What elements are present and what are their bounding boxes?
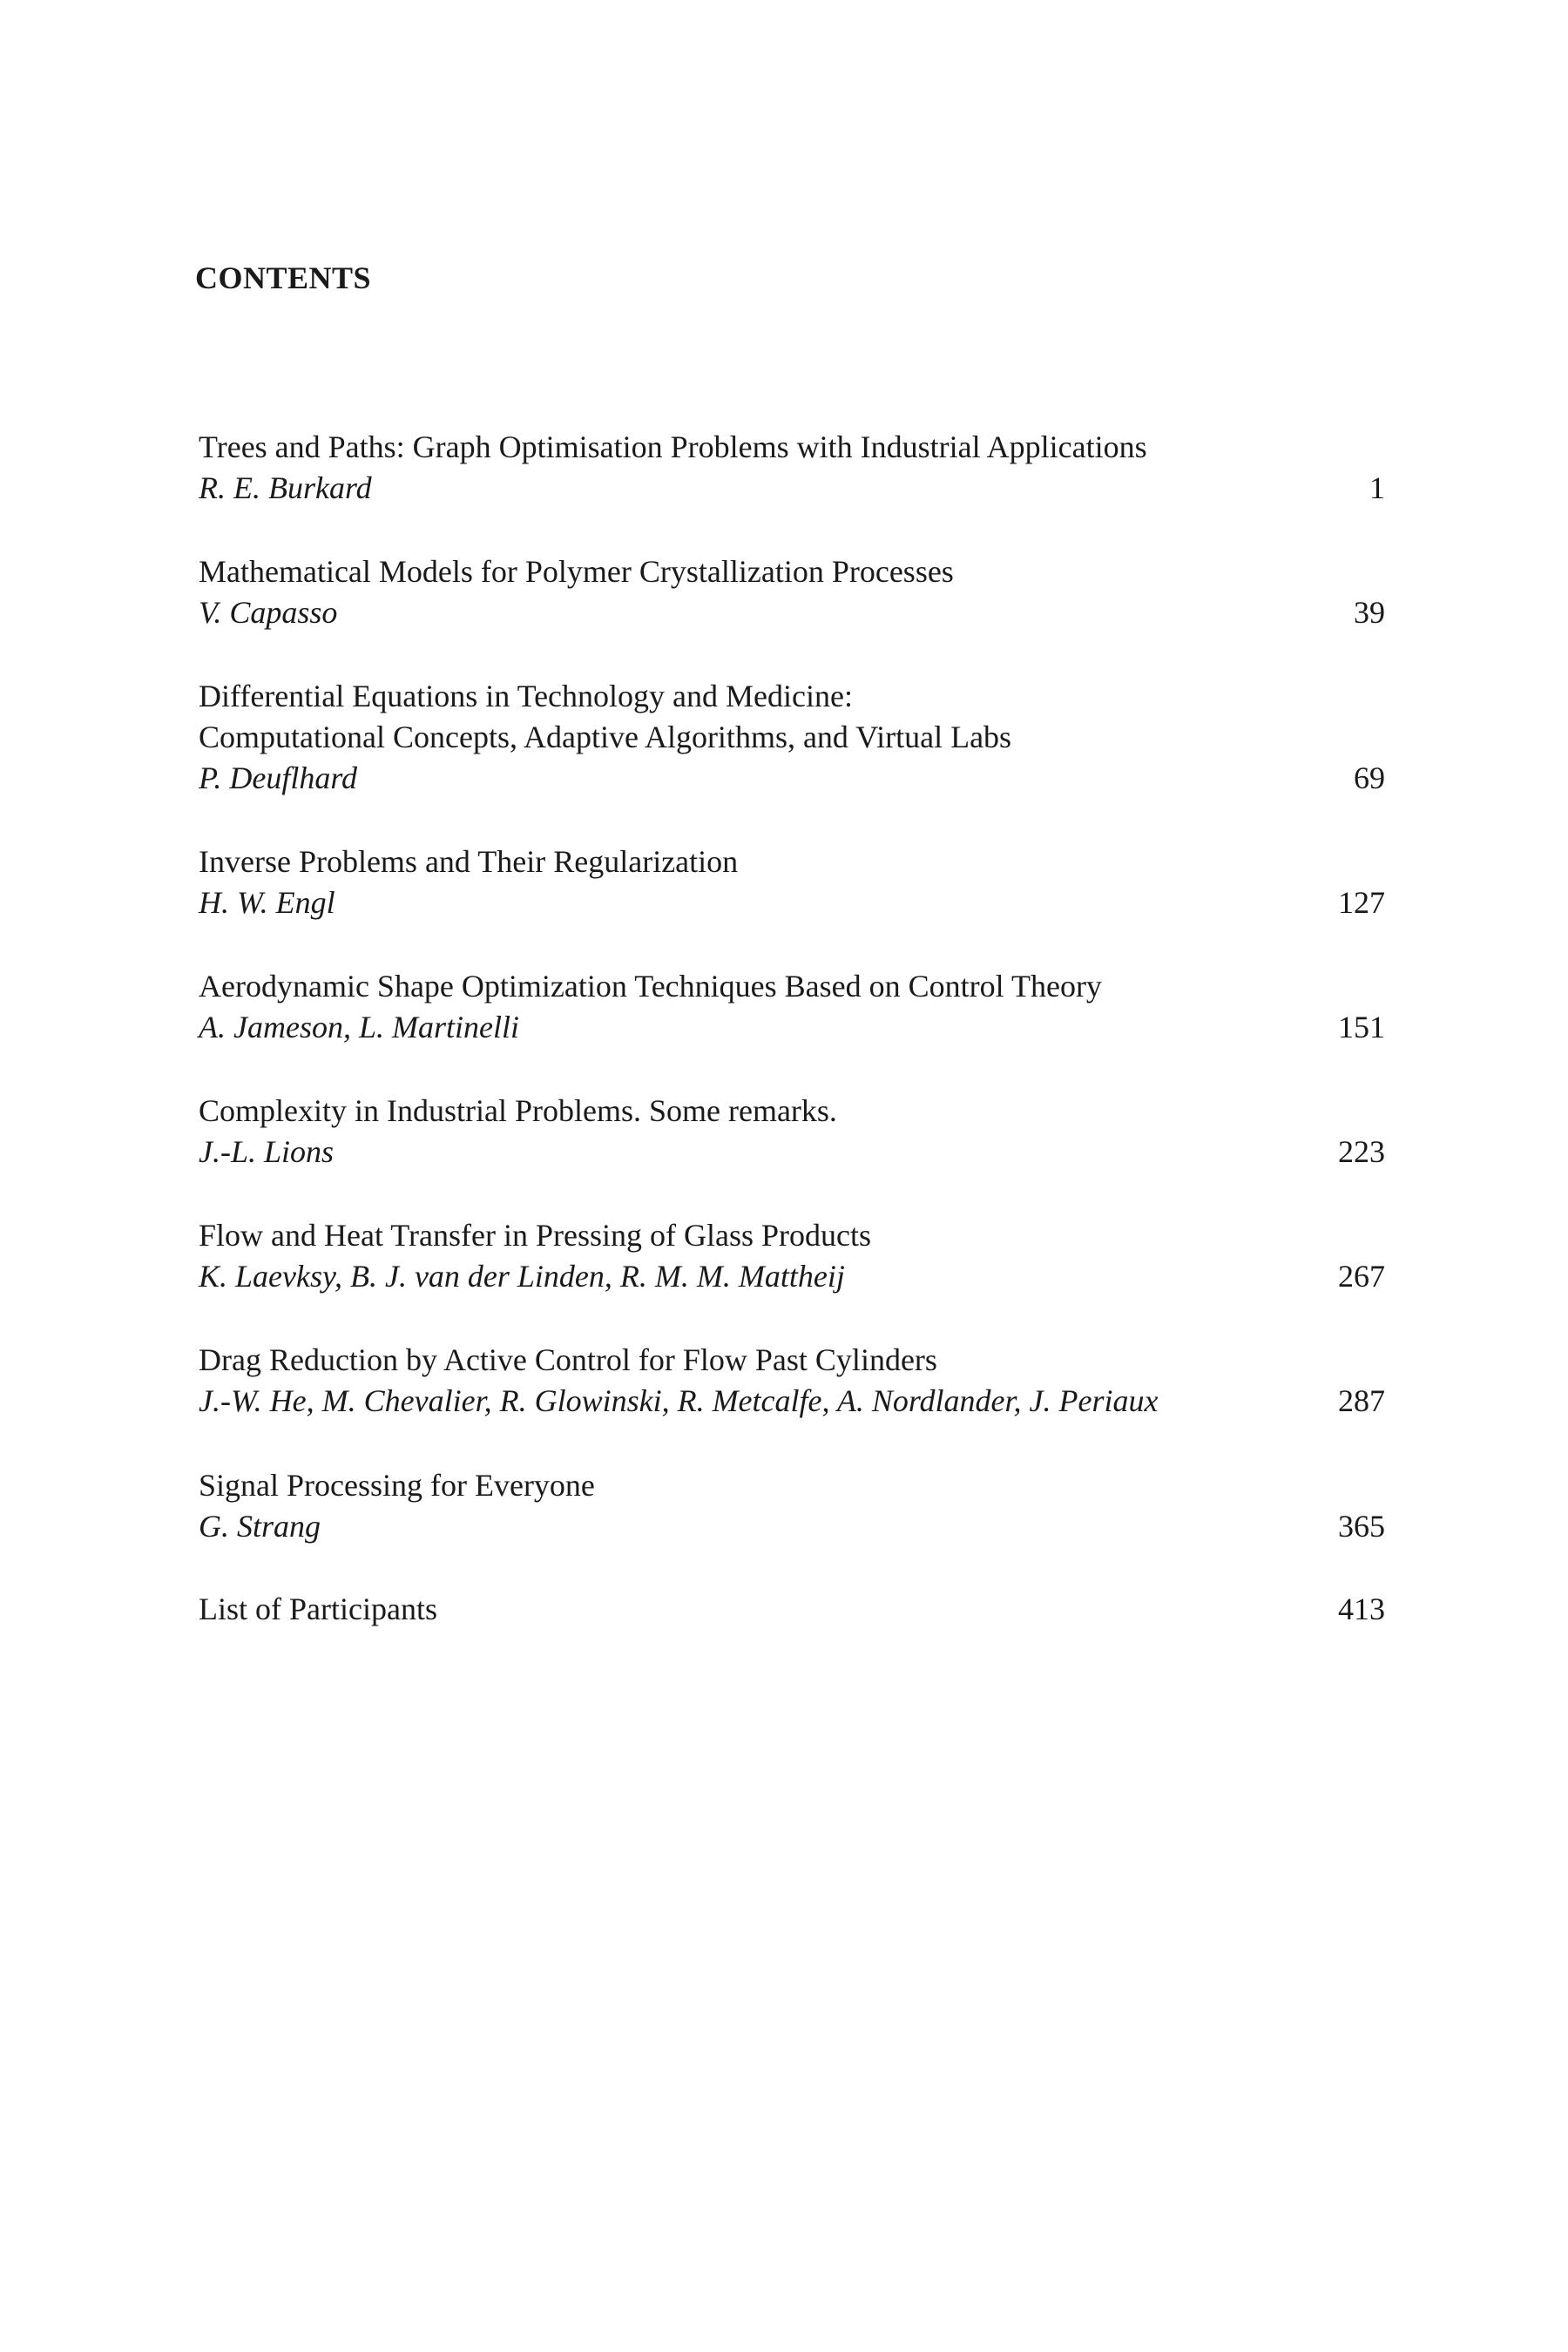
entry-authors: V. Capasso	[199, 595, 338, 630]
toc-entry[interactable]	[199, 1340, 1385, 1422]
toc-entry[interactable]	[199, 676, 1385, 799]
toc-entry[interactable]	[199, 1465, 1385, 1547]
entry-page-number: 223	[1338, 1134, 1385, 1169]
entry-title: Mathematical Models for Polymer Crystallization Processes	[199, 554, 954, 589]
entry-page-number: 1	[1369, 470, 1385, 505]
entry-title: Signal Processing for Everyone	[199, 1468, 595, 1503]
entry-page-number: 69	[1354, 760, 1385, 795]
toc-entry[interactable]	[199, 551, 1385, 633]
entry-page-number: 267	[1338, 1259, 1385, 1294]
entry-authors: R. E. Burkard	[199, 470, 372, 505]
entry-page-number: 151	[1338, 1010, 1385, 1044]
entry-title-continued: Computational Concepts, Adaptive Algorithms, and Virtual Labs	[199, 720, 1012, 754]
toc-entry-participants[interactable]	[199, 1589, 1385, 1630]
entry-authors: K. Laevksy, B. J. van der Linden, R. M. M. Mattheij	[199, 1259, 845, 1294]
entry-authors: A. Jameson, L. Martinelli	[199, 1010, 519, 1044]
entry-title: Inverse Problems and Their Regularization	[199, 844, 739, 879]
entry-page-number: 365	[1338, 1509, 1385, 1544]
entry-title: List of Participants	[199, 1592, 437, 1626]
entry-title: Aerodynamic Shape Optimization Techniques Based on Control Theory	[199, 969, 1102, 1004]
entry-title: Complexity in Industrial Problems. Some remarks.	[199, 1093, 837, 1128]
entry-title: Differential Equations in Technology and Medicine:	[199, 679, 853, 713]
entry-page-number: 287	[1338, 1383, 1385, 1418]
entry-page-number: 413	[1338, 1592, 1385, 1626]
entry-page-number: 39	[1354, 595, 1385, 630]
entry-authors: P. Deuflhard	[199, 760, 358, 795]
entry-authors: J.-W. He, M. Chevalier, R. Glowinski, R. Metcalfe, A. Nordlander, J. Periaux	[199, 1383, 1159, 1418]
entry-page-number: 127	[1338, 885, 1385, 920]
entry-title: Flow and Heat Transfer in Pressing of Glass Products	[199, 1218, 871, 1253]
entry-title: Drag Reduction by Active Control for Flow Past Cylinders	[199, 1342, 937, 1377]
entry-authors: H. W. Engl	[199, 885, 335, 920]
entry-authors: G. Strang	[199, 1509, 321, 1544]
table-of-contents	[199, 427, 1385, 1630]
entry-authors: J.-L. Lions	[199, 1134, 335, 1169]
contents-heading: CONTENTS	[195, 260, 372, 295]
toc-entry[interactable]	[199, 427, 1385, 509]
toc-entry[interactable]	[199, 841, 1385, 923]
toc-entry[interactable]	[199, 966, 1385, 1048]
toc-entry[interactable]	[199, 1215, 1385, 1297]
toc-entry[interactable]	[199, 1091, 1385, 1173]
entry-title: Trees and Paths: Graph Optimisation Problems with Industrial Applications	[199, 429, 1147, 464]
